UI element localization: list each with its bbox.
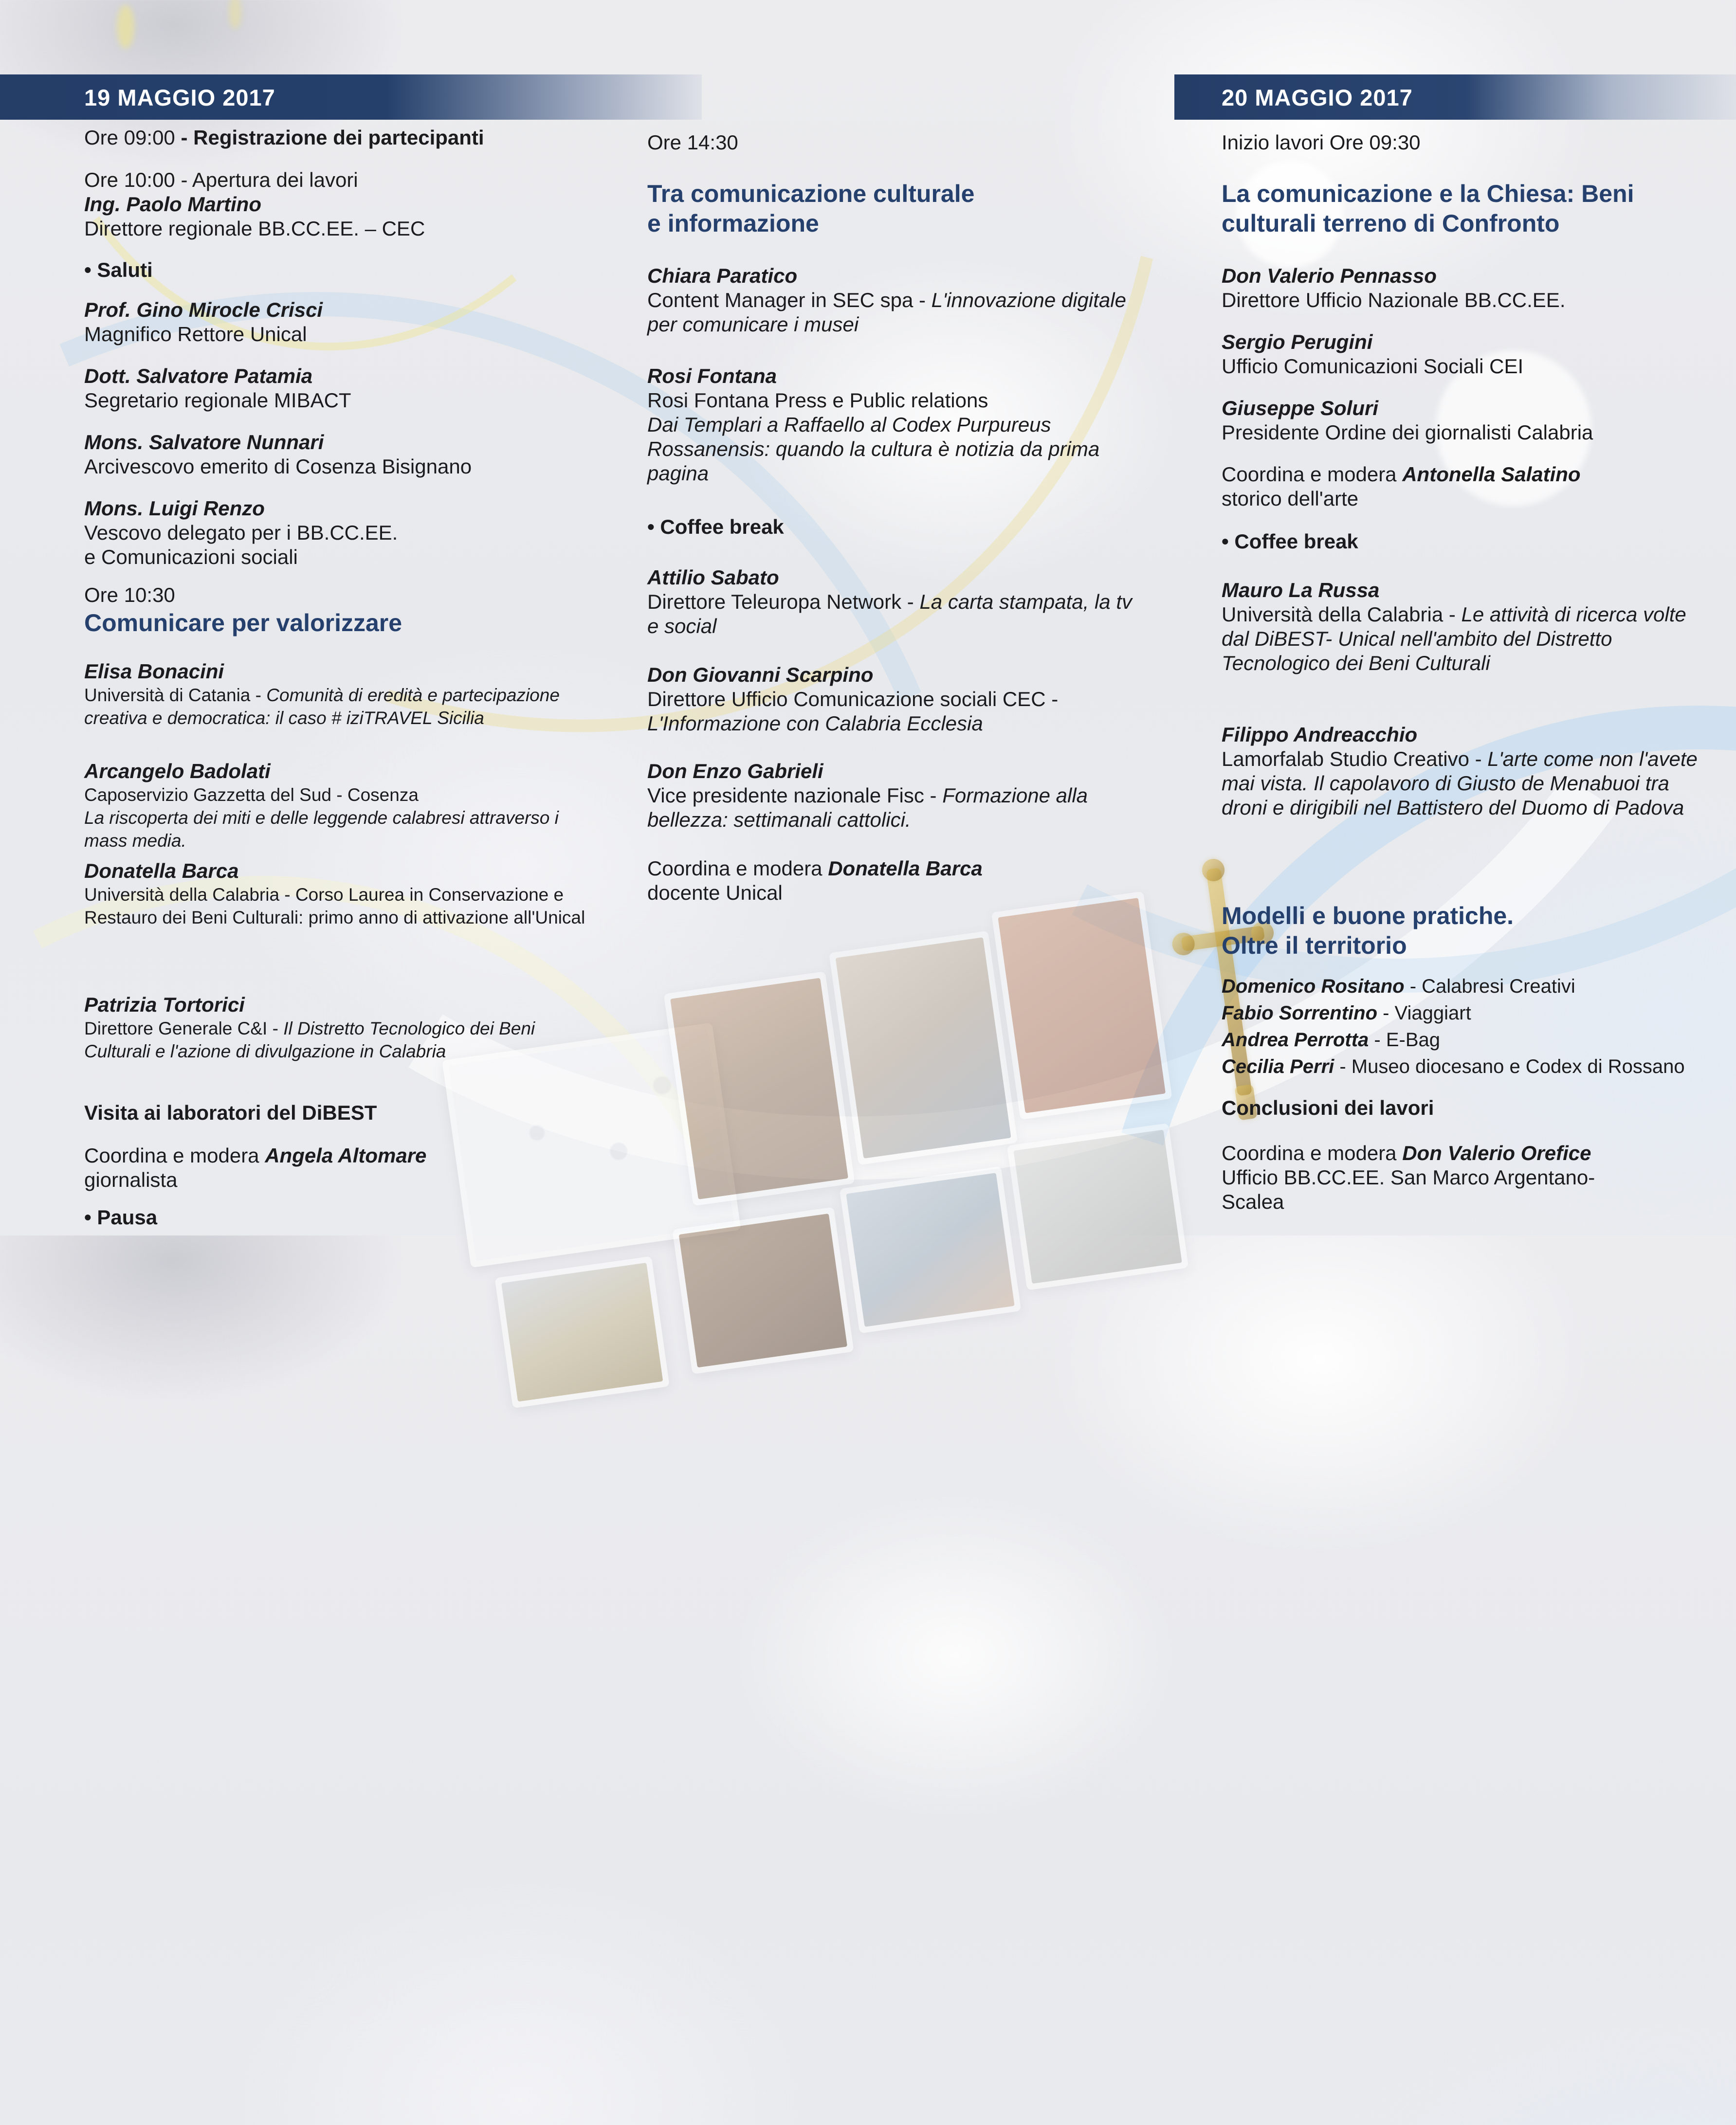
speaker-block (1222, 396, 1593, 445)
moderator-label: Coordina e modera (647, 857, 828, 880)
speaker-name: Elisa Bonacini (84, 660, 224, 683)
speaker-role: Università di Catania - (84, 685, 267, 705)
talk-title-text: Formazione alla bellezza: settimanali cattolici. (647, 784, 1088, 831)
talk-title (647, 288, 1144, 337)
talk-title-text: Il Distretto Tecnologico dei Beni Culturali e l'azione di divulgazione in Calabria (84, 1018, 535, 1061)
speaker-role: Presidente Ordine dei giornalisti Calabria (1222, 421, 1593, 444)
moderator-name: Donatella Barca (828, 857, 983, 880)
speaker-name: Andrea Perrotta (1222, 1029, 1369, 1051)
session-heading (1222, 179, 1634, 238)
speaker-block (1222, 264, 1566, 312)
speaker-block (84, 993, 588, 1063)
day1-title: 19 MAGGIO 2017 (84, 85, 275, 110)
speaker-role: Caposervizio Gazzetta del Sud - Cosenza (84, 785, 419, 805)
talk-title (647, 783, 1144, 832)
speaker-name: Don Giovanni Scarpino (647, 663, 874, 686)
talk-title (1222, 602, 1711, 675)
talk-title-text: L'arte come non l'avete mai vista. Il capolavoro di Giusto de Menabuoi tra droni e dirigibili nel Battistero del Duomo di Padova (1222, 747, 1698, 819)
talk-title (84, 684, 588, 729)
speaker-role: Università della Calabria - (1222, 603, 1462, 626)
speaker-name: Patrizia Tortorici (84, 993, 245, 1016)
talk-title (647, 687, 1144, 736)
speaker-block (647, 364, 1144, 486)
speaker-name: Sergio Perugini (1222, 330, 1373, 353)
speaker-role: Segretario regionale MIBACT (84, 389, 351, 412)
speaker-role: Lamorfalab Studio Creativo - (1222, 747, 1488, 770)
bullet-coffee-break: • Coffee break (1222, 530, 1358, 553)
speaker-name: Don Valerio Pennasso (1222, 264, 1437, 287)
bullet-pausa: • Pausa (84, 1206, 158, 1229)
moderator-block (1222, 1141, 1595, 1214)
session-heading-line: culturali terreno di Confronto (1222, 210, 1560, 237)
day2-title: 20 MAGGIO 2017 (1222, 85, 1413, 110)
moderator-block (84, 1144, 426, 1192)
saint-statue-photo (494, 1256, 669, 1408)
list-item (1222, 1053, 1685, 1080)
session-heading (647, 179, 974, 238)
talk-title (647, 590, 1144, 638)
day1-column (84, 0, 588, 1235)
speaker-name: Chiara Paratico (647, 264, 798, 287)
schedule-entry-apertura (84, 168, 425, 241)
moderator-name: Angela Altomare (265, 1144, 427, 1167)
day1-header-bar (0, 74, 702, 120)
moderator-block (647, 856, 983, 905)
speaker-org: - Museo diocesano e Codex di Rossano (1334, 1056, 1685, 1077)
list-item (1222, 1027, 1685, 1053)
speaker-role: Direttore Ufficio Comunicazione sociali CEC - (647, 688, 1059, 710)
talk-title-text: Le attività di ricerca volte dal DiBEST- Unical nell'ambito del Distretto Tecnologico dei Beni Culturali (1222, 603, 1686, 674)
session-heading-line: Modelli e buone pratiche. (1222, 902, 1514, 929)
bullet-coffee-break: • Coffee break (647, 515, 784, 538)
start-label: Inizio lavori Ore 09:30 (1222, 131, 1421, 154)
speaker-role: Content Manager in SEC spa - (647, 289, 932, 311)
bullet-saluti: • Saluti (84, 258, 153, 281)
speaker-org: - Viaggiart (1377, 1002, 1471, 1024)
speaker-role: Magnifico Rettore Unical (84, 323, 307, 345)
session-heading-line: e informazione (647, 210, 819, 237)
moderator-label: Coordina e modera (1222, 1142, 1403, 1164)
speaker-name: Ing. Paolo Martino (84, 193, 261, 216)
session-heading-line: Oltre il territorio (1222, 932, 1407, 959)
speaker-block (647, 264, 1144, 337)
speaker-block (84, 364, 351, 413)
speaker-block (1222, 723, 1711, 820)
talk-title-text: L'Informazione con Calabria Ecclesia (647, 712, 983, 735)
session-heading (1222, 901, 1514, 961)
speaker-block (1222, 578, 1711, 675)
talk-title-text: L'innovazione digitale per comunicare i musei (647, 289, 1126, 336)
talk-title-text: Comunità di eredità e partecipazione creativa e democratica: il caso # iziTRAVEL Sicilia (84, 685, 560, 728)
moderator-line (84, 1144, 426, 1168)
speaker-name: Prof. Gino Mirocle Crisci (84, 298, 323, 321)
speaker-org: - Calabresi Creativi (1404, 976, 1575, 997)
speaker-org: - E-Bag (1369, 1029, 1441, 1051)
talk-title-text: La riscoperta dei miti e delle leggende calabresi attraverso i mass media. (84, 808, 559, 851)
speaker-role: Vice presidente nazionale Fisc - (647, 784, 943, 807)
speaker-role: Arcivescovo emerito di Cosenza Bisignano (84, 455, 472, 478)
talk-title-text: La carta stampata, la tv e social (647, 590, 1133, 637)
list-item (1222, 1000, 1685, 1027)
day2-header-bar (1174, 74, 1736, 120)
moderator-role: docente Unical (647, 881, 783, 904)
speaker-list (1222, 973, 1685, 1080)
moderator-block (1222, 462, 1581, 511)
speaker-block (647, 759, 1144, 832)
moderator-role: Scalea (1222, 1190, 1284, 1213)
talk-title (1222, 747, 1711, 820)
speaker-name: Filippo Andreacchio (1222, 723, 1418, 746)
session-heading-line: La comunicazione e la Chiesa: Beni (1222, 180, 1634, 207)
speaker-role: Vescovo delegato per i BB.CC.EE. (84, 521, 398, 544)
speaker-role: Direttore Teleuropa Network - (647, 590, 920, 613)
moderator-role: storico dell'arte (1222, 487, 1359, 510)
speaker-role: Università della Calabria - Corso Laurea in Conservazione e Restauro dei Beni Culturali: primo anno di attivazione all'Unical (84, 885, 585, 927)
speaker-name: Dott. Salvatore Patamia (84, 364, 313, 387)
speaker-name: Giuseppe Soluri (1222, 397, 1379, 419)
speaker-name: Mons. Salvatore Nunnari (84, 431, 324, 454)
list-item (1222, 973, 1685, 1000)
moderator-name: Antonella Salatino (1402, 463, 1581, 486)
speaker-block (84, 659, 588, 729)
moderator-line (1222, 462, 1581, 487)
speaker-name: Rosi Fontana (647, 364, 777, 387)
speaker-role: Ufficio Comunicazioni Sociali CEI (1222, 355, 1524, 378)
speaker-role: Rosi Fontana Press e Public relations (647, 389, 988, 412)
speaker-name: Arcangelo Badolati (84, 760, 271, 782)
time-label: Ore 10:00 - Apertura dei lavori (84, 168, 358, 191)
speaker-name: Don Enzo Gabrieli (647, 760, 823, 782)
entry-label: - Registrazione dei partecipanti (181, 126, 484, 149)
speaker-block (84, 298, 323, 346)
visit-label: Visita ai laboratori del DiBEST (84, 1101, 377, 1124)
schedule-entry-registration (84, 126, 484, 150)
speaker-block (647, 565, 1144, 638)
moderator-label: Coordina e modera (1222, 463, 1403, 486)
speaker-name: Domenico Rositano (1222, 976, 1405, 997)
speaker-role: e Comunicazioni sociali (84, 545, 298, 568)
day2-column (1222, 0, 1711, 1235)
speaker-block (647, 663, 1144, 736)
moderator-line (1222, 1141, 1595, 1165)
speaker-name: Mauro La Russa (1222, 579, 1380, 601)
speaker-name: Donatella Barca (84, 859, 239, 882)
moderator-role: giornalista (84, 1168, 178, 1191)
speaker-role: Direttore Generale C&I - (84, 1018, 284, 1038)
moderator-name: Don Valerio Orefice (1402, 1142, 1591, 1164)
session-heading: Comunicare per valorizzare (84, 609, 402, 636)
speaker-role: Direttore Ufficio Nazionale BB.CC.EE. (1222, 289, 1566, 311)
speaker-block (1222, 330, 1523, 379)
session-heading-line: Tra comunicazione culturale (647, 180, 975, 207)
time-label: Ore 14:30 (647, 131, 738, 154)
conclusions-label: Conclusioni dei lavori (1222, 1096, 1434, 1119)
speaker-block (84, 430, 472, 479)
speaker-name: Mons. Luigi Renzo (84, 497, 265, 520)
moderator-line (647, 856, 983, 881)
time-label: Ore 10:30 (84, 583, 175, 606)
speaker-block (84, 859, 588, 929)
moderator-label: Coordina e modera (84, 1144, 265, 1167)
speaker-name: Attilio Sabato (647, 566, 779, 589)
time-label: Ore 09:00 (84, 126, 181, 149)
moderator-role: Ufficio BB.CC.EE. San Marco Argentano- (1222, 1166, 1595, 1189)
speaker-block (84, 759, 588, 852)
speaker-name: Fabio Sorrentino (1222, 1002, 1377, 1024)
speaker-name: Cecilia Perri (1222, 1056, 1334, 1077)
talk-title (84, 1017, 588, 1063)
afternoon-column (647, 0, 1144, 1235)
speaker-role: Direttore regionale BB.CC.EE. – CEC (84, 217, 425, 240)
speaker-block (84, 496, 398, 569)
talk-title-text: Dai Templari a Raffaello al Codex Purpureus Rossanensis: quando la cultura è notizia da prima pagina (647, 413, 1100, 485)
